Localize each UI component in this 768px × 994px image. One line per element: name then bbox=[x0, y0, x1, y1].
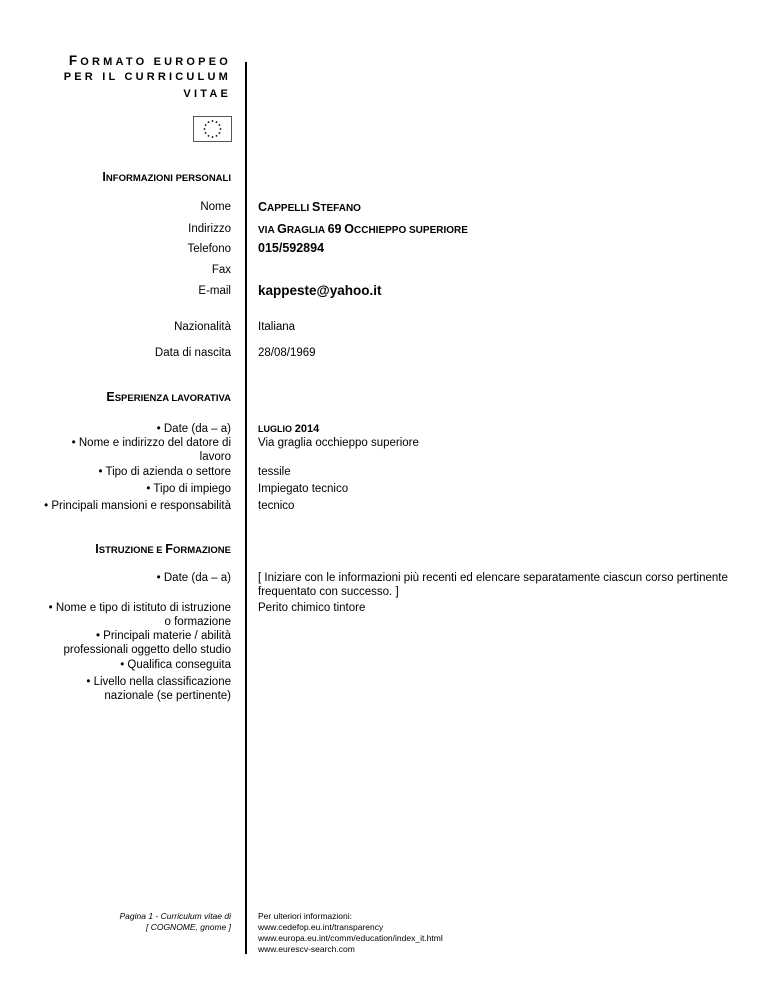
value-edu-institute: Perito chimico tintore bbox=[258, 602, 366, 614]
label-edu-institute-line1: • Nome e tipo di istituto di istruzione bbox=[48, 602, 231, 614]
column-divider bbox=[245, 62, 247, 954]
value-email: kappeste@yahoo.it bbox=[258, 283, 382, 298]
cv-title-line1: FORMATO EUROPEO bbox=[68, 53, 231, 68]
value-edu-date-line1: [ Iniziare con le informazioni più recenti ed elencare separatamente ciascun corso pertinente bbox=[258, 572, 728, 584]
cv-title-line2: PER IL CURRICULUM bbox=[63, 71, 231, 83]
footer-link-eurescv[interactable]: www.eurescv-search.com bbox=[258, 944, 355, 954]
label-work-duties: • Principali mansioni e responsabilità bbox=[44, 500, 231, 512]
cv-title-line3: VITAE bbox=[183, 88, 231, 100]
section-work-experience: ESPERIENZA LAVORATIVA bbox=[106, 390, 231, 404]
label-nazionalita: Nazionalità bbox=[174, 321, 231, 333]
label-edu-subjects-line1: • Principali materie / abilità bbox=[95, 630, 231, 642]
label-work-employer-line1: • Nome e indirizzo del datore di bbox=[71, 437, 231, 449]
label-edu-date: • Date (da – a) bbox=[156, 572, 231, 584]
label-data-nascita: Data di nascita bbox=[154, 347, 231, 359]
value-data-nascita: 28/08/1969 bbox=[258, 347, 316, 359]
label-edu-level-line2: nazionale (se pertinente) bbox=[104, 690, 231, 702]
footer-link-europa[interactable]: www.europa.eu.int/comm/education/index_it.html bbox=[258, 933, 443, 943]
value-nome: CAPPELLI STEFANO bbox=[258, 200, 361, 214]
footer-info-label: Per ulteriori informazioni: bbox=[258, 911, 353, 921]
eu-flag-icon bbox=[193, 116, 232, 142]
label-edu-subjects-line2: professionali oggetto dello studio bbox=[63, 644, 231, 656]
label-edu-institute-line2: o formazione bbox=[164, 616, 231, 628]
label-email: E-mail bbox=[198, 285, 231, 297]
value-work-employer: Via graglia occhieppo superiore bbox=[258, 437, 419, 449]
label-edu-level-line1: • Livello nella classificazione bbox=[86, 676, 231, 688]
label-work-employer-line2: lavoro bbox=[199, 451, 231, 463]
value-nazionalita: Italiana bbox=[258, 321, 296, 333]
value-work-duties: tecnico bbox=[258, 500, 295, 512]
value-telefono: 015/592894 bbox=[258, 241, 325, 255]
footer-page-line1: Pagina 1 - Curriculum vitae di bbox=[119, 911, 231, 921]
label-work-sector: • Tipo di azienda o settore bbox=[98, 466, 231, 478]
value-indirizzo: VIA GRAGLIA 69 OCCHIEPPO SUPERIORE bbox=[258, 222, 468, 236]
section-personal-info: INFORMAZIONI PERSONALI bbox=[102, 170, 231, 184]
value-work-date: LUGLIO 2014 bbox=[258, 423, 320, 435]
label-indirizzo: Indirizzo bbox=[188, 223, 231, 235]
label-work-type: • Tipo di impiego bbox=[146, 483, 231, 495]
footer-page-line2: [ COGNOME, gnome ] bbox=[145, 922, 231, 932]
label-nome: Nome bbox=[200, 201, 231, 213]
label-work-date: • Date (da – a) bbox=[156, 423, 231, 435]
value-work-sector: tessile bbox=[258, 466, 291, 478]
section-education: ISTRUZIONE E FORMAZIONE bbox=[95, 542, 231, 556]
label-telefono: Telefono bbox=[187, 243, 231, 255]
footer-link-cedefop[interactable]: www.cedefop.eu.int/transparency bbox=[258, 922, 384, 932]
label-edu-qualification: • Qualifica conseguita bbox=[120, 659, 231, 671]
value-edu-date-line2: frequentato con successo. ] bbox=[258, 586, 399, 598]
value-work-type: Impiegato tecnico bbox=[258, 483, 349, 495]
label-fax: Fax bbox=[211, 264, 231, 276]
